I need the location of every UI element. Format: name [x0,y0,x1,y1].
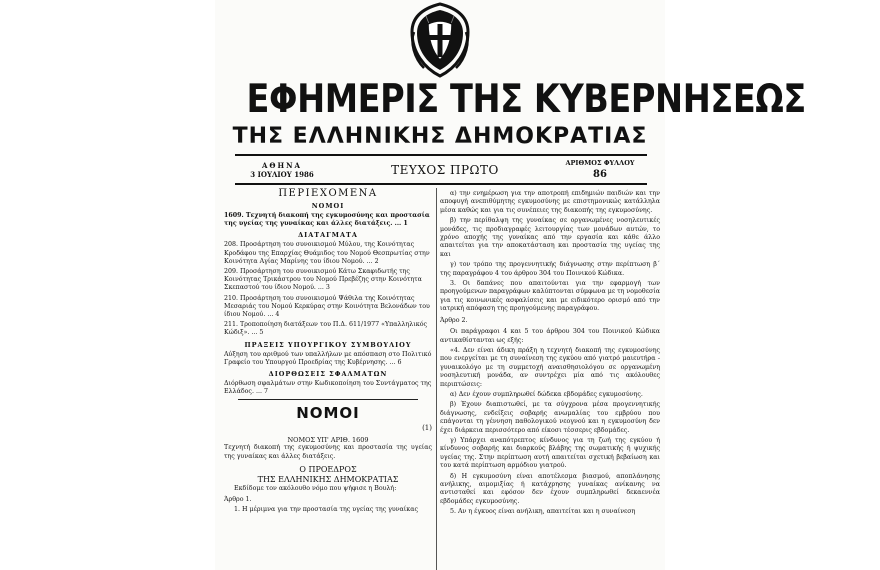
cabinet-act-entry: Αύξηση του αριθμού των υπαλλήλων με απόσπαση στο Πολιτικό Γραφείο του Υπουργού Προεδρίας της Κυβέρνησης. ... 6 [224,350,432,366]
decrees-heading: ΔΙΑΤΑΓΜΑΤΑ [298,231,358,240]
coat-of-arms-icon [404,2,476,78]
paragraph: β) την περίθαλψη της γυναίκας σε οργανωμένες νοσηλευτικές μονάδες, τις προδιαγραφές λειτουργίας των μονάδων αυτών, το χρόνο αποχής της γυναίκας από την εργασία και κάθε άλλο απαιτείται για την αποκατάσταση και προστασία της υγείας της και [440,217,660,258]
issue-date: 3 ΙΟΥΛΙΟΥ 1986 [250,170,314,179]
paragraph: 5. Αν η έγκυος είναι ανήλικη, απαιτείται και η συναίνεση [450,508,636,516]
paragraph: α) την ενημέρωση για την αποτροπή επιδημιών παιδιών και την αποφυγή ανεπιθύμητης εγκυμοσύνης με επιστημονικώς κατάλληλα μέσα καθώς και για τις συνέπειες της διακοπής της εγκυμοσύνης. [440,190,660,214]
sheet-number-block [545,159,655,181]
decree-entry: 208. Προσάρτηση του συνοικισμού Μύλου, της Κοινότητας Κροδάφου της Επαρχίας Θυάμιδος του Νομού Θεσπρωτίας στην Κοινότητα Αγίας Μαρίνης του ίδιου Νομού. ... 2 [224,241,430,265]
issue-date-block [242,161,322,179]
laws-section-heading: ΝΟΜΟΙ [296,404,360,423]
column-divider [436,188,437,570]
errata-entry: Διόρθωση σφαλμάτων στην Κωδικοποίηση του Συντάγματος της Ελλάδος. ... 7 [224,380,432,396]
header-top-rule [235,154,647,156]
decree-entry: 209. Προσάρτηση του συνοικισμού Κάτω Σκαφιδωτής της Κοινότητας Τρικάστρου του Νομού Πρεβέζης στην Κοινότητα Σκεπαστού του ίδιου Νομού. ... 3 [224,268,422,292]
right-column [440,190,660,519]
paragraph: Οι παράγραφοι 4 και 5 του άρθρου 304 του Ποινικού Κώδικα αντικαθίστανται ως εξής: [440,328,660,344]
sheet-number: 86 [593,168,607,180]
paragraph: «4. Δεν είναι άδικη πράξη η τεχνητή διακοπή της εγκυμοσύνης που ενεργείται με τη συναίνεση της εγκύου από γιατρό μαιευτήρα - γυναικολόγο με τη συμμετοχή αναισθησιολόγου σε οργανωμένη νοσηλευτική μονάδα, αν συντρέχει μία από τις ακόλουθες περιπτώσεις: [440,346,660,388]
contents-title: ΠΕΡΙΕΧΟΜΕΝΑ [278,188,378,199]
paragraph: γ) τον τρόπο της προγεννητικής διάγνωσης στην περίπτωση β΄ της παραγράφου 4 του άρθρου 304 του Ποινικού Κώδικα. [440,261,660,277]
gazette-title: ΕΦΗΜΕΡΙΣ ΤΗΣ ΚΥΒΕΡΝΗΣΕΩΣ [246,77,806,122]
gazette-subtitle: ΤΗΣ ΕΛΛΗΝΙΚΗΣ ΔΗΜΟΚΡΑΤΙΑΣ [232,124,648,149]
law-subject: Τεχνητή διακοπή της εγκυμοσύνης και προστασία της υγείας της γυναίκας και άλλες διατάξεις. [224,444,432,460]
article-2-heading: Άρθρο 2. [440,316,468,324]
president-heading: Ο ΠΡΟΕΔΡΟΣ [299,465,357,475]
decree-entry: 211. Τροποποίηση διατάξεων του Π.Δ. 611/1977 «Υπαλληλικός Κώδιξ». ... 5 [224,321,428,337]
decree-entry: 210. Προσάρτηση του συνοικισμού Ψάθιλα της Κοινότητας Μεσαριάς του Νομού Κερκύρας στην Κοινότητα Βελονάδων του ίδιου Νομού. ... 4 [224,294,430,319]
enactment-clause: Εκδίδομε τον ακόλουθο νόμο που ψήφισε η Βουλή: [234,485,397,493]
cabinet-acts-heading: ΠΡΑΞΕΙΣ ΥΠΟΥΡΓΙΚΟΥ ΣΥΜΒΟΥΛΙΟΥ [244,340,412,349]
issue-section: ΤΕΥΧΟΣ ΠΡΩΤΟ [391,163,499,177]
city-label: ΑΘΗΝΑ [262,161,302,170]
left-column [224,188,432,516]
law-entry-text: 1609. Τεχνητή διακοπή της εγκυμοσύνης και προστασία της υγείας της γυναίκας και άλλες διατάξεις. ... 1 [224,212,430,228]
laws-heading: ΝΟΜΟΙ [311,202,345,210]
header-bottom-rule [235,183,647,185]
article-1-text: 1. Η μέριμνα για την προστασία της υγείας της γυναίκας [234,506,418,514]
contents-law-entry [224,212,432,228]
paragraph: α) Δεν έχουν συμπληρωθεί δώδεκα εβδομάδες εγκυμοσύνης. [450,390,643,398]
errata-heading: ΔΙΟΡΘΩΣΕΙΣ ΣΦΑΛΜΑΤΩΝ [268,370,388,379]
law-sequence: (1) [422,424,432,433]
paragraph: γ) Υπάρχει αναπότρεπτος κίνδυνος για τη ζωή της εγκύου ή κίνδυνος σοβαρής και διαρκούς βλάβης της σωματικής ή ψυχικής υγείας της. Στην περίπτωση αυτή απαιτείται σχετική βεβαίωση και του κατά περίπτωση αρμόδιου γιατρού. [440,436,660,470]
section-rule [238,399,418,400]
republic-heading: ΤΗΣ ΕΛΛΗΝΙΚΗΣ ΔΗΜΟΚΡΑΤΙΑΣ [257,475,399,485]
sheet-number-label: ΑΡΙΘΜΟΣ ΦΥΛΛΟΥ [565,159,635,167]
paragraph: δ) Η εγκυμοσύνη είναι αποτέλεσμα βιασμού, αποπλάνησης ανήλικης, αιμομιξίας ή κατάχρησης γυναίκας ανίκανης να αντισταθεί και εφόσον δεν έχουν συμπληρωθεί δεκαεννέα εβδομάδες εγκυμοσύνης. [440,472,660,505]
article-1-heading: Άρθρο 1. [224,495,252,503]
paragraph: β) Έχουν διαπιστωθεί, με τα σύγχρονα μέσα προγεννητικής διάγνωσης, ενδείξεις σοβαρής ανωμαλίας του εμβρύου που επάγονται τη γέννηση παθολογικού νεογνού και η εγκυμοσύνη δεν έχει διάρκεια περισσότερο από είκοσι τέσσερις εβδομάδες. [440,401,660,434]
law-number: ΝΟΜΟΣ ΥΠ' ΑΡΙΘ. 1609 [287,435,369,444]
paragraph: 3. Οι δαπάνες που απαιτούνται για την εφαρμογή των προηγούμενων παραγράφων καλύπτονται σύμφωνα με τη νομοθεσία για τις κοινωνικές ασφαλίσεις και με ειδικότερο ορισμό από την ιατρική απόφαση της προηγούμενης παραγράφου. [440,280,660,313]
